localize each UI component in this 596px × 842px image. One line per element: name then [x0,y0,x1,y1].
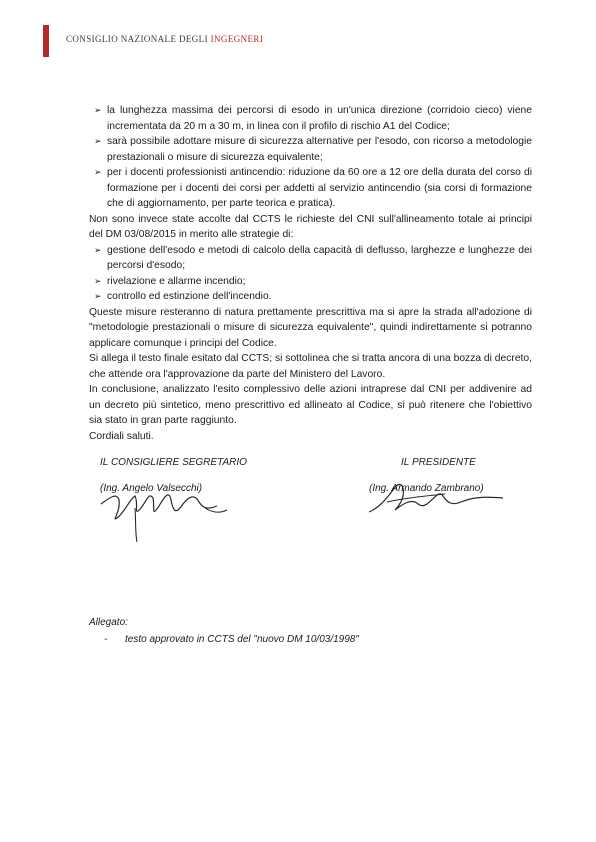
arrow-bullet-icon: ➢ [94,136,102,146]
president-name: (Ing. Armando Zambrano) [369,483,484,494]
list-item-text: gestione dell'esodo e metodi di calcolo della capacità di deflusso, larghezze e lunghezze dei percorsi d'esodo; [107,244,532,271]
list-item-text: sarà possibile adottare misure di sicurezza alternative per l'esodo, con ricorso a metodologie prestazionali o misure di sicurezza equivalente; [107,136,532,163]
letter-body [89,103,532,444]
list-item-text: controllo ed estinzione dell'incendio. [107,291,272,302]
list-item [89,289,532,305]
paragraph: Non sono invece state accolte dal CCTS le richieste del CNI sull'allineamento totale ai principi del DM 03/08/2015 in merito alle strategie di: [89,213,532,240]
header-accent-bar [43,25,49,57]
arrow-bullet-icon: ➢ [94,291,102,301]
paragraph: Si allega il testo finale esitato dal CCTS; si sottolinea che si tratta ancora di una bozza di decreto, che attende ora l'approvazione da parte del Ministero del Lavoro. [89,353,533,380]
arrow-bullet-icon: ➢ [94,244,102,255]
letterhead-org-name: CONSIGLIO NAZIONALE DEGLI [66,34,208,44]
paragraph: Queste misure resteranno di natura prettamente prescrittiva ma si apre la strada all'adozione di "metodologie prestazionali o misure di sicurezza equivalente", quindi indirettamente si potranno applicare comunque i principi del Codice. [89,306,532,349]
letterhead [66,34,263,44]
attachment-dash: - [104,634,108,645]
list-item [89,134,532,165]
secretary-title: IL CONSIGLIERE SEGRETARIO [100,457,247,468]
list-item [89,274,532,290]
list-item-text: la lunghezza massima dei percorsi di esodo in un'unica direzione (corridoio cieco) viene incrementata da 20 m a 30 m, in linea con il profilo di rischio A1 del Codice; [107,105,532,132]
attachment-item [104,634,359,645]
arrow-bullet-icon: ➢ [94,275,102,286]
list-item [89,243,532,274]
list-item [89,103,532,134]
closing-salutation: Cordiali saluti. [89,430,154,442]
president-signature [365,472,505,522]
arrow-bullet-icon: ➢ [94,105,102,115]
secretary-signature [95,478,235,544]
president-title: IL PRESIDENTE [401,457,476,468]
attachment-label: Allegato: [89,617,128,628]
arrow-bullet-icon: ➢ [94,167,102,177]
attachment-item-text: testo approvato in CCTS del "nuovo DM 10/03/1998" [125,634,359,645]
secretary-name: (Ing. Angelo Valsecchi) [100,483,203,494]
letterhead-org-accent: INGEGNERI [210,34,264,44]
strategies-list [89,243,532,305]
list-item-text: per i docenti professionisti antincendio: riduzione da 60 ore a 12 ore della durata del corso di formazione per i docenti dei corsi per addetti al servizio antincendio (sia corsi di formazione che di aggiornamento, per parte teorica e pratica). [107,167,532,209]
list-item [89,165,532,212]
list-item-text: rivelazione e allarme incendio; [107,275,246,287]
paragraph: In conclusione, analizzato l'esito complessivo delle azioni intraprese dal CNI per addivenire ad un decreto più sintetico, meno prescrittivo ed allineato al Codice, si può ritenere che l'obiettivo sia stato in gran parte raggiunto. [89,384,532,426]
measures-list [89,103,532,212]
